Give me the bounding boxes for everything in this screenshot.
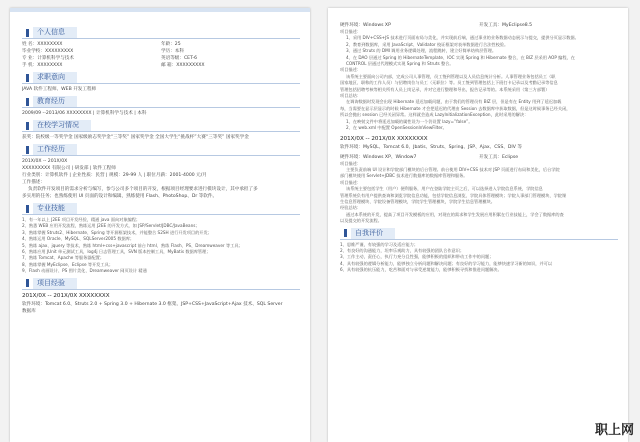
- section-title: 项目经验: [33, 278, 77, 289]
- skill-item: 8、熟练掌握 MyEclipse、Eclipse 等开发工具；: [22, 261, 114, 267]
- resume-page-right: [328, 8, 628, 442]
- info-email: 邮 箱：XXXXXXXXX: [161, 63, 205, 68]
- p2-resp-label: 项目描述：: [340, 179, 361, 185]
- p2-notes-label: 经验总结：: [340, 205, 361, 211]
- site-watermark: 职上网: [594, 423, 634, 438]
- desc-line: CONTROL 层通过代理模式实现 Spring 和 Struts 整合。: [346, 61, 454, 67]
- p2-resp-line: 该系统主要包括学生（用户）便利服务，用户在登陆学院主页之后，可以选择进入学院信息系统，学院信息: [346, 186, 543, 192]
- section-title: 求职意向: [33, 72, 77, 83]
- section-title: 工作经历: [33, 144, 77, 155]
- self-item: 1、思维严谨，有较强的学习及适应能力；: [340, 241, 419, 247]
- info-name: 姓 名：XXXXXXXX: [22, 42, 63, 47]
- project-period: 201X/0X -- 201X/0X XXXXXXXX: [22, 292, 110, 299]
- desc-label: 项目描述：: [340, 29, 361, 34]
- self-item: 6、具有较强的抗压能力，吃苦和面对与承受逆境能力，能够积极寻找和推进问题解决。: [340, 267, 502, 273]
- notes-label: 项目总结：: [340, 93, 361, 99]
- desc-line: 1、采用 DIV+CSS+JS 技术进行页面布局与美化，并实现前后端，通过事业的业务数据动态展示与提交，提供分页显示数据。: [346, 35, 579, 41]
- section-title: 个人信息: [33, 27, 77, 38]
- resume-page-left: [10, 8, 310, 442]
- section-skills-header: [22, 203, 300, 215]
- section-title: 专业技能: [33, 203, 77, 214]
- awards-text: 获奖：院校级一等奖学金 国家级励志奖学金“三等奖” 国家奖学金 全国大学生“挑战杯”大赛“三等奖” 国家奖学金: [22, 135, 249, 140]
- dev-tool: 开发工具：MyEclipse8.5: [479, 23, 533, 28]
- p2-desc-line: 主要负责前端 UI 设计和学院部门模块的后台管理。前台使用 DIV+CSS 技术对 JSP 页面进行布局和美化，后台学院: [346, 166, 560, 172]
- hw-env: 硬件环境：Windows XP: [340, 23, 391, 28]
- section-project-header: [22, 278, 300, 290]
- skill-item: 9、Flash 动画设计、PS 图片美化、Dreamweaver 网页设计 精通: [22, 268, 147, 274]
- skill-item: 6、熟练应用 JUnit 单元测试工具，log4j 日志管理工具，SVN 版本控制工具，MyBatis 数据库管理；: [22, 249, 211, 255]
- section-title: 教育经历: [33, 96, 77, 107]
- section-title: 在校学习情况: [33, 120, 91, 131]
- notes-line: 所以会抛出 session 已经关闭异常。这样就会造成 LazyInitializationException，此时采用的解决：: [340, 112, 529, 118]
- work-desc-line: 多实用的任务；也熟练使用 UI 页面的设计和编辑，熟练使用 Flash、PhotoShop、Dr 等软件。: [22, 194, 218, 199]
- project2-env: 软件环境：MySQL、Tomcat 6.0、Jbatis、Struts、Spring、JSP、Ajax、CSS、DIV 等: [340, 144, 522, 150]
- skill-item: 5、熟练 ajax、jquery 等技术，熟练 html+css+javascript 前台 html、熟练 Flash、PS、Dreamweaver 等工具；: [22, 242, 243, 248]
- work-industry: 行业类别：计算机软件 | 企业性质：民营 | 规模：29-99 人 | 职位月薪：2001-4000 元/月: [22, 173, 207, 178]
- resp-line: 该系统主要面向公司内部，完成公司人事管理，员工签到管理以及人员信息统计分析。人事管理业务包括员工（职: [346, 73, 556, 79]
- section-edu-header: [22, 96, 300, 108]
- work-company: XXXXXXXXX 有限公司 | 研发部 | 软件工程师: [22, 166, 116, 171]
- p2-resp-line: 生信息管理模块、学院设备管理模块，学院学生管理模块，学院学生信息管理模块。: [340, 198, 495, 204]
- resp-line: 管理包括招聘考核等相关所有人员上岗记录，并对它进行整理和导出，报告记录等的。本系统采用（第三方部署）: [340, 86, 550, 92]
- section-work-header: [22, 144, 300, 156]
- self-item: 4、具有较强的逻辑分析能力，能够独立分析问题和解决问题；有良好的学习能力，能够快速学习新的知识，并可以: [340, 260, 553, 266]
- skill-item: 1、有一年以上 J2EE 项目开发经验，精通 java 面向对象编程；: [22, 217, 141, 222]
- project-env: 软件环境：Tomcat 6.0、Struts 2.0 + Spring 3.0 + Hibernate 3.0 框架、JSP+CSS+JavaScript+Ajax 技术、SQL Server: [22, 301, 283, 307]
- section-self-header: [340, 228, 618, 240]
- intent-text: JAVA 软件工程师、WEB 开发工程师: [22, 87, 97, 92]
- skill-item: 7、熟练 Tomcat、Apache 等服务器配置；: [22, 255, 105, 261]
- info-degree: 学历：本科: [161, 49, 184, 54]
- p2-notes-line: 以及提交的开发流程。: [340, 218, 382, 224]
- page-top-bar: [10, 8, 310, 12]
- self-item: 3、工作主动，责任心，执行力充分且性强，能够积极的组织和带动工作中的问题；: [340, 254, 494, 260]
- section-title: 自我评价: [351, 228, 395, 239]
- resp-line: 国家地区、职称的工作人员）与招聘岗位与员工（无职位）等。员工签到管理包括上下班打卡记录以及考勤记录等信息: [340, 80, 558, 86]
- section-personal-header: [22, 27, 300, 39]
- p2-desc-label: 项目描述：: [340, 160, 361, 166]
- project2-tool: 开发工具：Eclipse: [479, 154, 519, 160]
- skill-item: 4、熟练运用 Oracle、MySQL、SQLServer2005 数据库；: [22, 236, 135, 242]
- self-item: 2、有良好的沟通能力，坦率乐观助力，具有较强的团队合作意识；: [340, 247, 465, 253]
- p2-resp-line: 管理系统负有用户提供查询和浏览学院信息功能，包括学院信息浏览、学院具体管理模块；学院人事部门管理模块、学院课: [340, 192, 567, 198]
- notes-line: 1、在映射文件中将延迟加载的属性设为一个仍设置 lazy=”false”。: [346, 118, 473, 124]
- project2-period: 201X/0X -- 201X/0X XXXXXXXX: [340, 135, 428, 142]
- edu-text: 2009/09 --2013/06 XXXXXXXX | 计算机科学与技术 | 本科: [22, 111, 147, 116]
- info-major: 专 业：计算机科学与技术: [22, 56, 74, 61]
- section-intent-header: [22, 72, 300, 84]
- notes-line: 每，当需要在显示层显示的时候 Hibernate 才会把延迟的代理由 Session 去数据库中获取数据，但是这时候事务已经关闭，: [340, 105, 571, 111]
- desc-line: 3、通过 Struts 的 DMI 调用业务逻辑处理，流程跳转，建立好简单结构层管理。: [346, 48, 497, 54]
- notes-line: 在调询数据时发现会出现 Hibernate 延迟加载问题，由于我们的管理员有 BIZ 层，但是有在 Entity 用到了延迟加载: [346, 99, 562, 105]
- info-school: 毕业学校：XXXXXXXXX: [22, 49, 74, 54]
- desc-line: 2、教育到数据库，采用 JavaScript、Validator 校证框架对表单数据进行合法性校验。: [346, 41, 509, 47]
- work-desc-line: 负责软件开发项目的需求分析与编写，参与公司多个项目的开发，根据项目经理要求进行模块设计，其中承担了多: [28, 187, 258, 192]
- section-awards-header: [22, 120, 300, 132]
- desc-line: 4、在 DAO 层通过 Spring 的 HibernateTemplate、IOC 实现 Spring 和 Hibernate 整合，在 BIZ 层采用 AOP 编程，在: [346, 54, 575, 60]
- info-english: 英语等级：CET-6: [161, 56, 198, 61]
- project-env-cont: 数据库: [22, 308, 36, 314]
- work-desc-label: 工作描述：: [22, 180, 45, 185]
- skill-item: 2、熟悉 WEB 应用开发流程，熟练运用 J2EE 的开发方式，如 JSP/Servlet/JDBC/JavaBeans；: [22, 223, 200, 229]
- info-phone: 手 机：XXXXXXXX: [22, 63, 63, 68]
- notes-line: 2、在 web.xml 中配置 OpenSessionInViewFilter。: [346, 125, 447, 131]
- project2-hw: 硬件环境：Windows XP、Window7: [340, 154, 417, 160]
- work-period: 201X/0X -- 201X/0X: [22, 159, 68, 164]
- resp-label: 项目描述：: [340, 67, 361, 73]
- p2-desc-line: 部门模块使用 Servlet+JDBC 技术进行数据库的数据库管理和服务。: [340, 173, 468, 179]
- p2-notes-line: 通过本系统的开发，提高了项目开发模板的应用，对现在的需求和学生发展应用积累在行业技能上，学会了数据库的查: [346, 211, 564, 217]
- info-age: 年龄：25: [161, 42, 181, 47]
- skill-item: 3、熟练掌握 Struts2、Hibernate、Spring 等开源框架技术，并能整合 S2SH 进行开发项目的开发；: [22, 229, 212, 235]
